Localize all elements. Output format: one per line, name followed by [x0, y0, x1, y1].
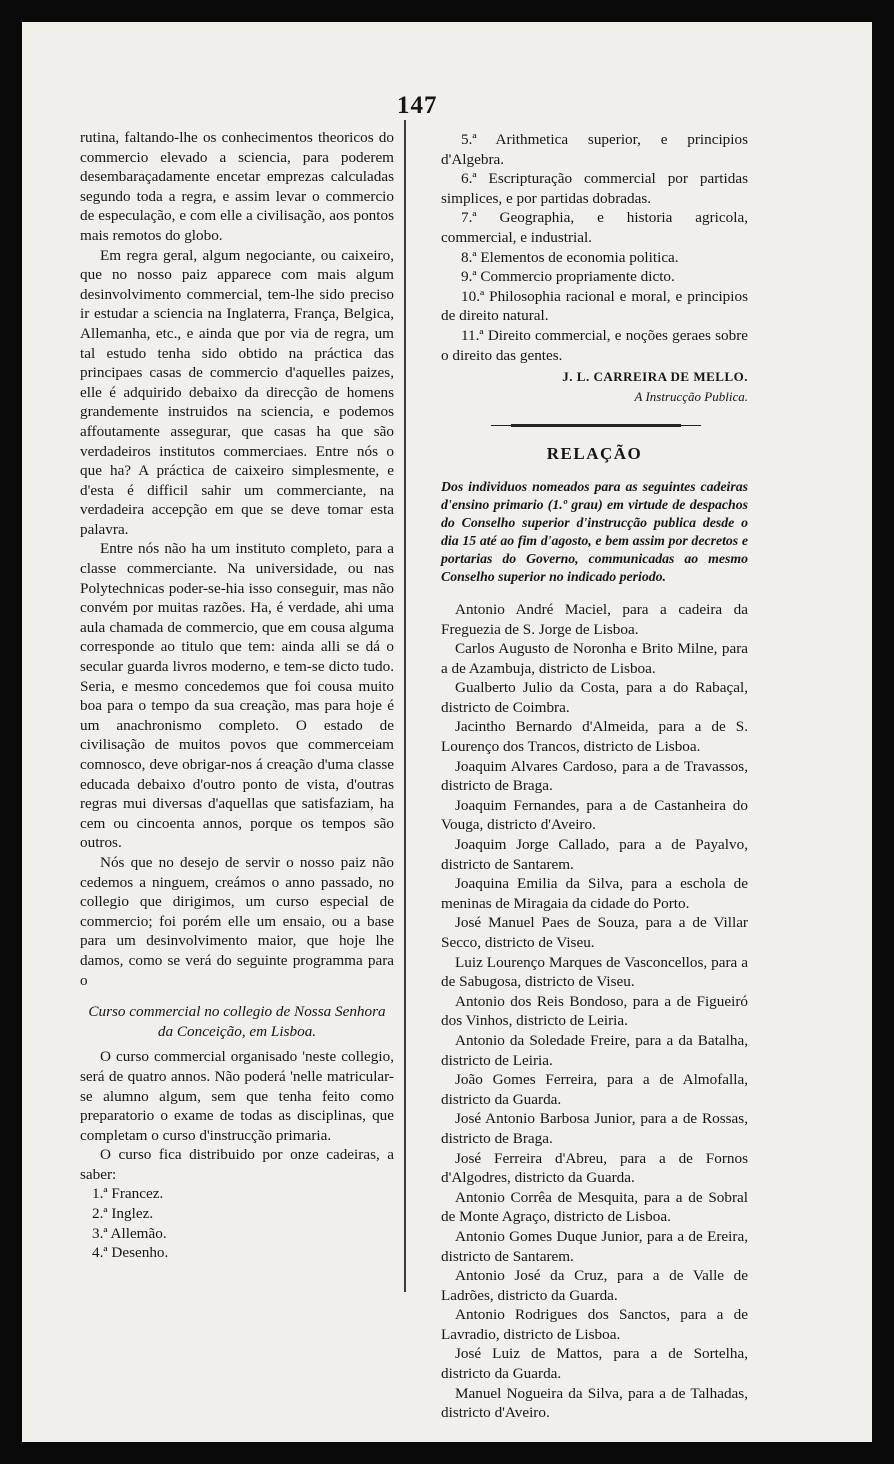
list-item: José Antonio Barbosa Junior, para a de Rossas, districto de Braga.: [441, 1110, 748, 1147]
list-item: Joaquina Emilia da Silva, para a eschola de meninas de Miragaia da cidade do Porto.: [441, 875, 748, 912]
list-item: Antonio Corrêa de Mesquita, para a de Sobral de Monte Agraço, districto de Lisboa.: [441, 1188, 748, 1226]
list-item: Joaquim Fernandes, para a de Castanheira do Vouga, districto d'Aveiro.: [441, 796, 748, 834]
right-column: [441, 130, 748, 1423]
paragraph: O curso fica distribuido por onze cadeiras, a saber:: [80, 1146, 394, 1183]
list-item: 3.ª Allemão.: [92, 1224, 167, 1242]
list-item: Antonio dos Reis Bondoso, para a de Figueiró dos Vinhos, districto de Leiria.: [441, 992, 748, 1030]
paragraph: Entre nós não ha um instituto completo, para a classe commerciante. Na universidade, ou nas Polytechnicas poder-se-hia isso conseguir, mas não convém por muitas razões. Ha, é verdade, ahi uma aula chamada de commercio, que em cousa alguma corresponde ao titulo que tem: ainda alli se dá o secular guarda livros moderno, e tem-se dicto tudo. Seria, e mesmo concedemos que foi cousa muito boa para o tempo da sua creação, mas para hoje é um anachronismo completo. O estado de civilisação de muitos povos que commerceiam comnosco, deve obrigar-nos á creação d'uma classe educada debaixo d'outro ponto de vista, d'outras regras mui diversas d'aquellas que satisfaziam, ha cem ou cincoenta annos, porque os tempos são outros.: [80, 540, 394, 852]
list-item: Antonio Rodrigues dos Sanctos, para a de Lavradio, districto de Lisboa.: [441, 1306, 748, 1343]
signature-publication: A Instrucção Publica.: [634, 388, 748, 404]
list-item: Manuel Nogueira da Silva, para a de Talhadas, districto d'Aveiro.: [441, 1384, 748, 1422]
list-item: 5.ª Arithmetica superior, e principios d'Algebra.: [441, 131, 748, 168]
list-item: Antonio André Maciel, para a cadeira da Freguezia de S. Jorge de Lisboa.: [441, 600, 748, 638]
list-item: José Manuel Paes de Souza, para a de Villar Secco, districto de Viseu.: [441, 914, 748, 951]
column-divider: [404, 120, 406, 1292]
list-item: Joaquim Jorge Callado, para a de Payalvo, districto de Santarem.: [441, 836, 748, 873]
section-title: RELAÇÃO: [546, 444, 643, 464]
list-item: 8.ª Elementos de economia politica.: [461, 248, 679, 266]
list-item: José Ferreira d'Abreu, para a de Fornos d'Algodres, districto da Guarda.: [441, 1149, 748, 1187]
list-item: Antonio da Soledade Freire, para a da Batalha, districto de Leiria.: [441, 1031, 748, 1069]
list-item: Jacintho Bernardo d'Almeida, para a de S. Lourenço dos Trancos, districto de Lisboa.: [441, 718, 748, 756]
list-item: 10.ª Philosophia racional e moral, e principios de direito natural.: [441, 287, 748, 325]
paragraph: O curso commercial organisado 'neste collegio, será de quatro annos. Não poderá 'nelle matricular-se alumno algum, sem que tenha feito como preparatorio o exame de todas as disciplinas, que completam o curso d'instrucção primaria.: [80, 1048, 394, 1144]
list-item: 2.ª Inglez.: [92, 1205, 154, 1223]
list-item: Antonio José da Cruz, para a de Valle de Ladrões, districto da Guarda.: [441, 1267, 748, 1304]
section-rule: [441, 414, 748, 436]
left-column: [80, 128, 394, 1263]
signature-name: J. L. CARREIRA DE MELLO.: [562, 369, 748, 385]
list-item: 9.ª Commercio propriamente dicto.: [461, 268, 675, 286]
appointment-list: [441, 600, 748, 1423]
list-item: 6.ª Escripturação commercial por partidas simplices, e por partidas dobradas.: [441, 170, 748, 207]
list-item: Joaquim Alvares Cardoso, para a de Travassos, districto de Braga.: [441, 757, 748, 795]
course-heading: Curso commercial no collegio de Nossa Senhora da Conceição, em Lisboa.: [88, 1003, 386, 1040]
list-item: 11.ª Direito commercial, e noções geraes sobre o direito das gentes.: [441, 326, 748, 364]
section-intro: Dos individuos nomeados para as seguintes cadeiras d'ensino primario (1.º grau) em virtude de despachos do Conselho superior d'instrucção publica desde o dia 15 até ao fim d'agosto, e bem assim por decretos e portarias do Governo, communicadas ao mesmo Conselho superior no indicado periodo.: [441, 478, 748, 584]
list-item: Gualberto Julio da Costa, para a do Rabaçal, districto de Coimbra.: [441, 679, 748, 716]
list-item: 7.ª Geographia, e historia agricola, commercial, e industrial.: [441, 209, 748, 246]
list-item: 1.ª Francez.: [92, 1185, 164, 1203]
page-number: 147: [397, 92, 438, 119]
paragraph: rutina, faltando-lhe os conhecimentos theoricos do commercio elevado a sciencia, para poderem desembaraçadamente encetar emprezas calculadas segundo toda a regra, e assim levar o commercio de especulação, e com elle a civilisação, aos pontos mais remotos do globo.: [80, 129, 394, 244]
list-item: Carlos Augusto de Noronha e Brito Milne, para a de Azambuja, districto de Lisboa.: [441, 640, 748, 677]
list-item: José Luiz de Mattos, para a de Sortelha, districto da Guarda.: [441, 1345, 748, 1383]
paragraph: Nós que no desejo de servir o nosso paiz não cedemos a ninguem, creámos o anno passado, no collegio que dirigimos, um curso especial de commercio; foi porém elle um ensaio, ou a base para um desinvolvimento maior, que hoje lhe damos, como se verá do seguinte programma para o: [80, 853, 394, 989]
paragraph: Em regra geral, algum negociante, ou caixeiro, que no nosso paiz apparece com mais algum desinvolvimento commercial, tem-lhe sido preciso ir estudar a sciencia na Inglaterra, França, Belgica, Allemanha, etc., e ainda que por via de regra, um tal estudo tenha sido obtido na práctica das principaes casas de commercio d'aquelles paizes, elle é adquirido debaixo da direcção de homens grandemente instruidos na sciencia, e podemos affoutamente assegurar, que casas ha que são verdadeiros institutos commerciaes. Entre nós o que ha? A práctica de caixeiro simplesmente, e d'esta é difficil sahir um commerciante, na verdadeira accepção em que se deve tomar esta palavra.: [80, 246, 394, 538]
list-item: Antonio Gomes Duque Junior, para a de Ereira, districto de Santarem.: [441, 1227, 748, 1265]
list-item: João Gomes Ferreira, para a de Almofalla, districto da Guarda.: [441, 1071, 748, 1108]
list-item: 4.ª Desenho.: [92, 1244, 169, 1262]
list-item: Luiz Lourenço Marques de Vasconcellos, para a de Sabugosa, districto de Viseu.: [441, 953, 748, 991]
